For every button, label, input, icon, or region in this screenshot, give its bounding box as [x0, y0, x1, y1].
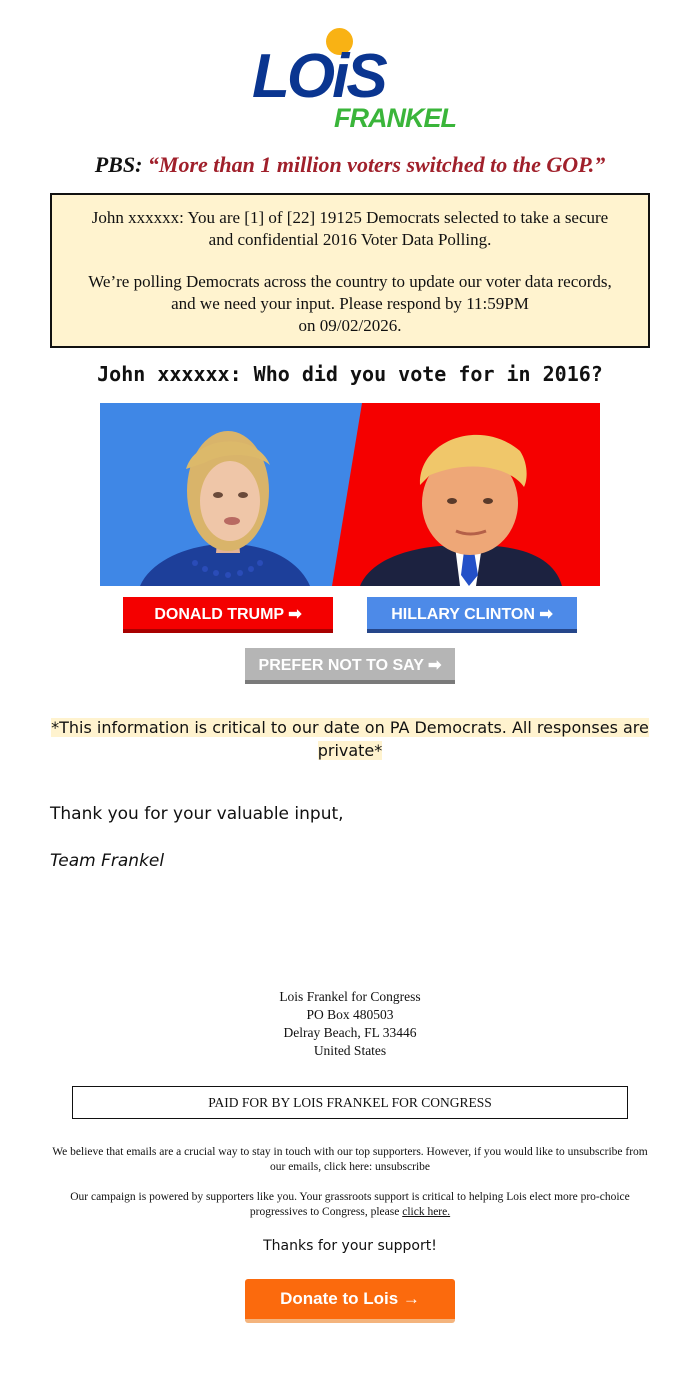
- grassroots-click-here-link[interactable]: click here.: [402, 1206, 451, 1218]
- notice-paragraph-2: [52, 271, 648, 337]
- address-line: United States: [313, 1043, 387, 1058]
- grassroots-message: Our campaign is powered by supporters like you. Your grassroots support is critical to helping Lois elect more pro-choice progressives to Congress, please: [70, 1191, 630, 1218]
- notice-deadline-date: on 09/02/2026.: [298, 316, 402, 335]
- headline-text: “More than 1 million voters switched to the GOP.”: [147, 152, 606, 177]
- candidates-photo: [100, 403, 600, 586]
- notice-box: [50, 193, 650, 348]
- headline-quote: [0, 152, 700, 178]
- privacy-note-text: *This information is critical to our date on PA Democrats. All responses are private*: [51, 718, 649, 760]
- address-line: PO Box 480503: [306, 1007, 394, 1022]
- unsubscribe-text[interactable]: We believe that emails are a crucial way to stay in touch with our top supporters. However, if you would like to unsubscribe from our emails, click here: unsubscribe: [52, 1146, 648, 1173]
- vote-donald-trump-button[interactable]: DONALD TRUMP ➡: [123, 597, 333, 633]
- logo-frankel-text: FRANKEL: [334, 103, 456, 133]
- donate-button[interactable]: Donate to Lois →: [245, 1279, 455, 1323]
- address-line: Delray Beach, FL 33446: [283, 1025, 417, 1040]
- headline-source: PBS:: [94, 152, 143, 177]
- prefer-not-to-say-button[interactable]: PREFER NOT TO SAY ➡: [245, 648, 455, 684]
- thanks-for-support-text: Thanks for your support!: [263, 1238, 437, 1254]
- survey-question: John xxxxxx: Who did you vote for in 2016?: [97, 362, 603, 386]
- signature: Team Frankel: [50, 851, 165, 871]
- notice-paragraph-1: John xxxxxx: You are [1] of [22] 19125 Democrats selected to take a secure and confidential 2016 Voter Data Polling.: [91, 208, 609, 249]
- vote-hillary-clinton-button[interactable]: HILLARY CLINTON ➡: [367, 597, 577, 633]
- mailing-address: [0, 988, 700, 1060]
- privacy-note: [50, 716, 650, 762]
- thank-you-text: Thank you for your valuable input,: [50, 804, 344, 824]
- paid-for-disclaimer: PAID FOR BY LOIS FRANKEL FOR CONGRESS: [72, 1086, 628, 1119]
- grassroots-text: [50, 1190, 650, 1220]
- logo-lois-text: LOiS: [252, 42, 385, 111]
- address-line: Lois Frankel for Congress: [279, 989, 421, 1004]
- campaign-logo: [250, 24, 456, 136]
- candidates-photo-graphic: [100, 403, 600, 586]
- notice-paragraph-2-main: We’re polling Democrats across the country to update our voter data records, and we need your input. Please respond by 11:59PM: [88, 272, 612, 313]
